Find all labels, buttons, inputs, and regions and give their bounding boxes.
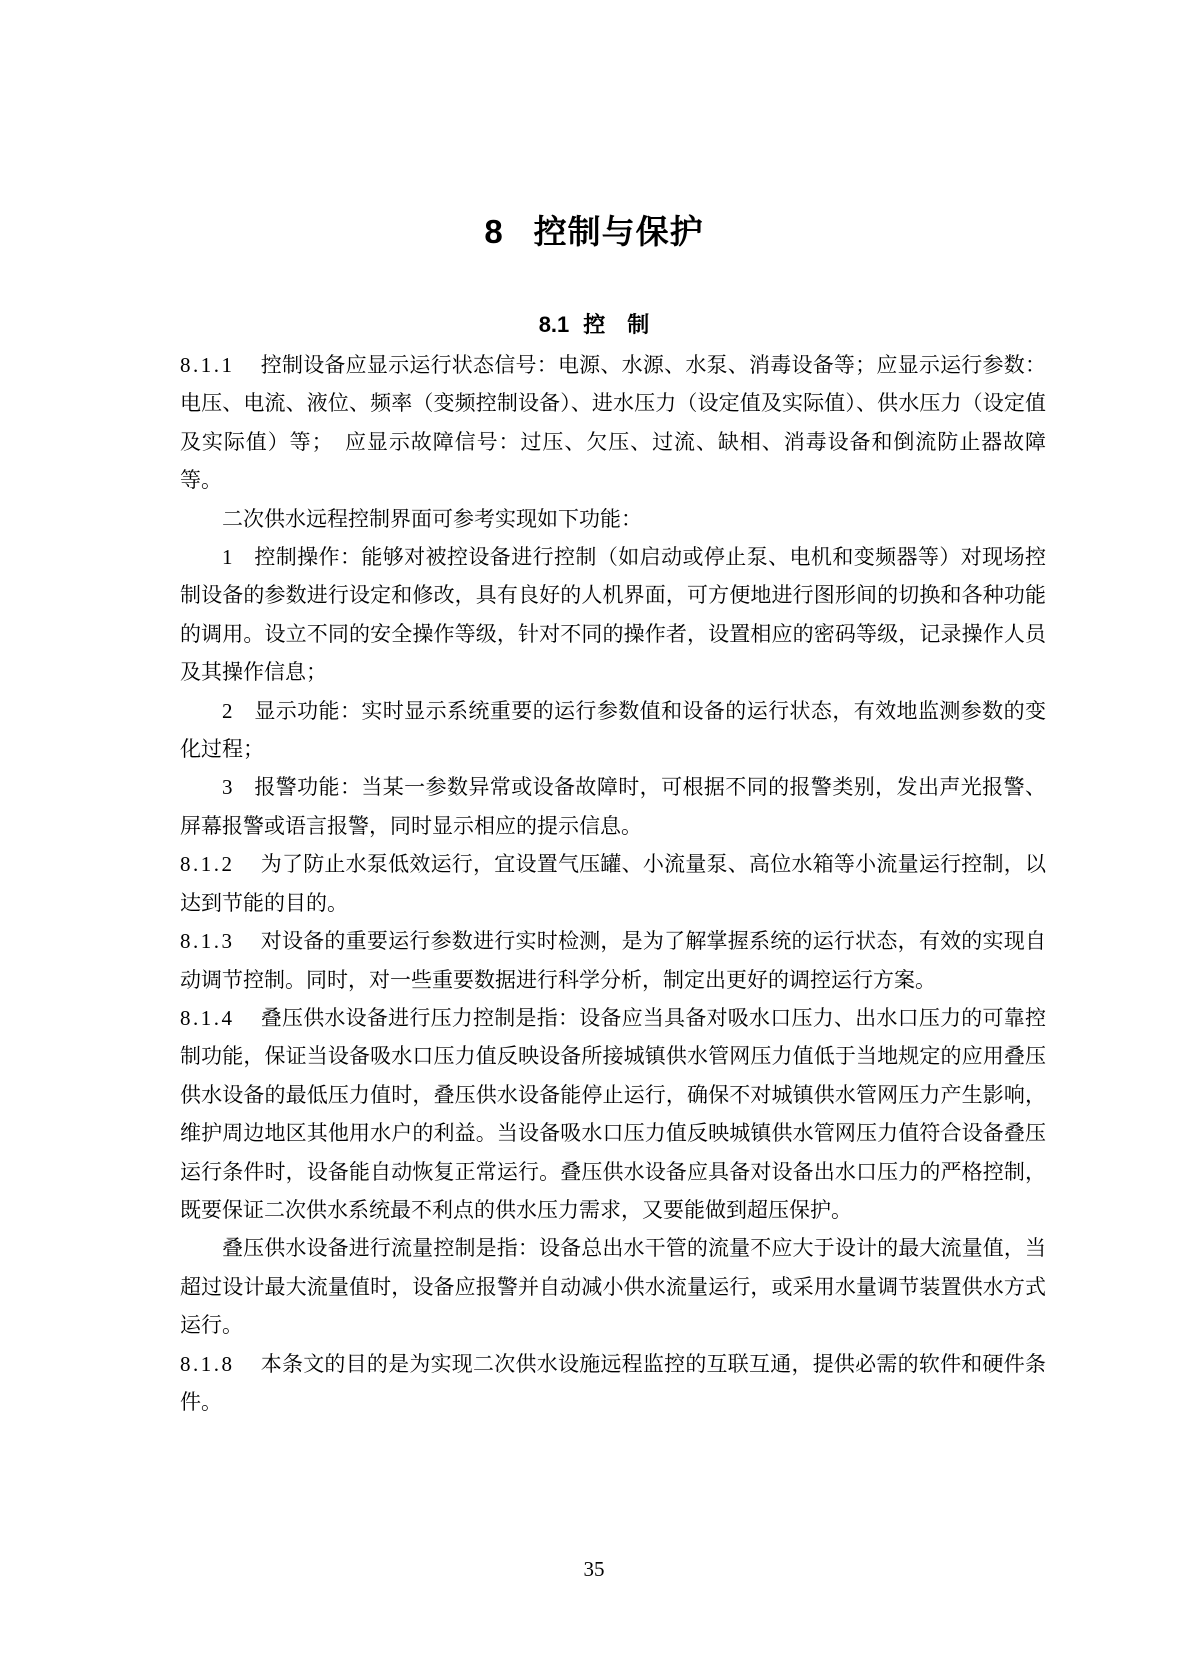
paragraph [180,922,1046,999]
paragraph-text: 1 控制操作：能够对被控设备进行控制（如启动或停止泵、电机和变频器等）对现场控制设备的参数进行设定和修改，具有良好的人机界面，可方便地进行图形间的切换和各种功能的调用。设立不同的安全操作等级，针对不同的操作者，设置相应的密码等级，记录操作人员及其操作信息； [180,545,1046,685]
paragraph [180,692,1046,769]
clause-number: 8.1.3 [180,929,235,954]
page-footer [0,1556,1188,1582]
paragraph-text: 控制设备应显示运行状态信号：电源、水源、水泵、消毒设备等；应显示运行参数：电压、电流、液位、频率（变频控制设备）、进水压力（设定值及实际值）、供水压力（设定值及实际值）等； 应显示故障信号：过压、欠压、过流、缺相、消毒设备和倒流防止器故障等。 [180,353,1046,493]
paragraph-text: 二次供水远程控制界面可参考实现如下功能： [222,506,642,531]
paragraph-text: 2 显示功能：实时显示系统重要的运行参数值和设备的运行状态，有效地监测参数的变化过程； [180,698,1046,762]
paragraph [180,1345,1046,1422]
paragraph [180,768,1046,845]
paragraph-text: 对设备的重要运行参数进行实时检测，是为了解掌握系统的运行状态，有效的实现自动调节控制。同时，对一些重要数据进行科学分析，制定出更好的调控运行方案。 [180,929,1046,992]
paragraph [180,999,1046,1229]
paragraph [180,1229,1046,1344]
paragraph [180,500,1046,538]
chapter-title: 控制与保护 [533,213,704,250]
paragraph-text: 3 报警功能：当某一参数异常或设备故障时，可根据不同的报警类别，发出声光报警、屏幕报警或语言报警，同时显示相应的提示信息。 [180,775,1046,838]
chapter-heading [0,212,1188,252]
paragraph-text: 为了防止水泵低效运行，宜设置气压罐、小流量泵、高位水箱等小流量运行控制，以达到节能的目的。 [180,852,1046,915]
paragraph [180,538,1046,692]
section-title: 控 制 [583,312,650,337]
clause-number: 8.1.2 [180,852,235,877]
paragraph [180,346,1046,500]
paragraph [180,845,1046,922]
paragraph-text: 本条文的目的是为实现二次供水设施远程监控的互联互通，提供必需的软件和硬件条件。 [180,1351,1046,1414]
section-heading [0,311,1188,339]
document-body [180,346,1046,1421]
clause-number: 8.1.8 [180,1351,235,1376]
page-number: 35 [583,1557,605,1581]
paragraph-text: 叠压供水设备进行流量控制是指：设备总出水干管的流量不应大于设计的最大流量值，当超过设计最大流量值时，设备应报警并自动减小供水流量运行，或采用水量调节装置供水方式运行。 [180,1236,1046,1338]
paragraph-text: 叠压供水设备进行压力控制是指：设备应当具备对吸水口压力、出水口压力的可靠控制功能，保证当设备吸水口压力值反映设备所接城镇供水管网压力值低于当地规定的应用叠压供水设备的最低压力值时，叠压供水设备能停止运行，确保不对城镇供水管网压力产生影响，维护周边地区其他用水户的利益。当设备吸水口压力值反映城镇供水管网压力值符合设备叠压运行条件时，设备能自动恢复正常运行。叠压供水设备应具备对设备出水口压力的严格控制，既要保证二次供水系统最不利点的供水压力需求，又要能做到超压保护。 [180,1005,1046,1222]
clause-number: 8.1.4 [180,1005,235,1030]
chapter-number: 8 [484,213,504,250]
clause-number: 8.1.1 [180,353,235,377]
section-number: 8.1 [538,312,570,337]
